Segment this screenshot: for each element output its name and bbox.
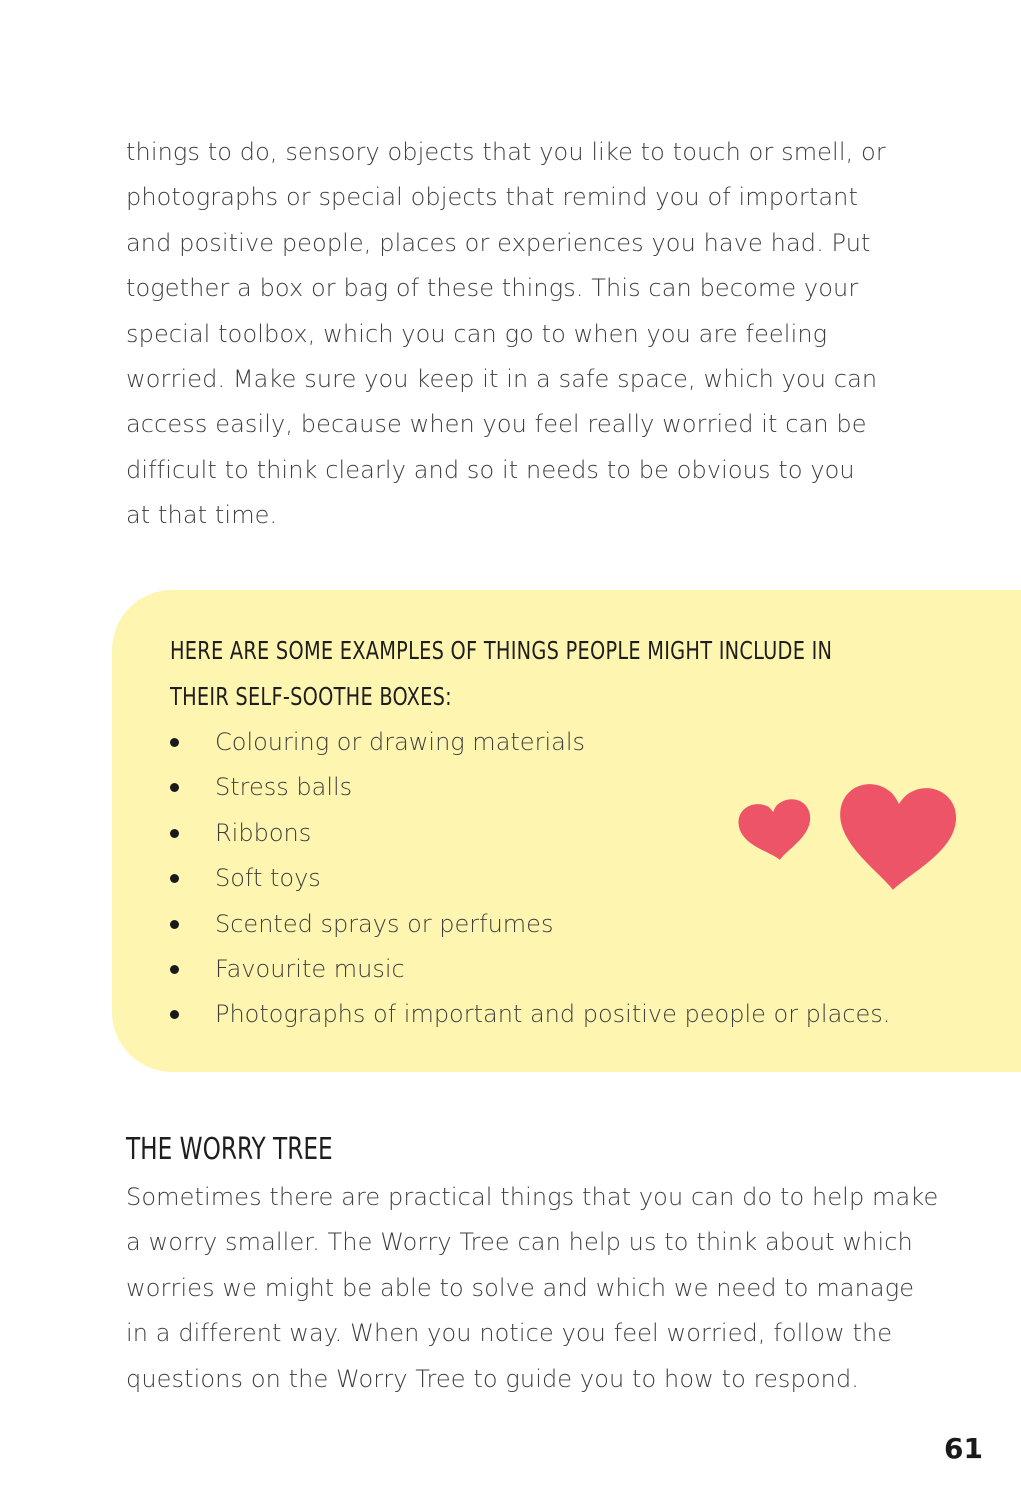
worry-tree-paragraph xyxy=(126,1175,939,1402)
worry-tree-line: Sometimes there are practical things that you can do to help make xyxy=(126,1183,939,1211)
list-item-text: Soft toys xyxy=(215,864,321,893)
list-item xyxy=(170,720,890,765)
page-number: 61 xyxy=(944,1432,983,1465)
bullet-icon xyxy=(170,920,179,929)
bullet-icon xyxy=(170,829,179,838)
list-item-text: Favourite music xyxy=(215,954,405,983)
intro-line: at that time. xyxy=(126,501,278,530)
hearts-icon xyxy=(732,780,962,910)
list-item-text: Scented sprays or perfumes xyxy=(215,909,554,938)
callout-heading-line: THEIR SELF-SOOTHE BOXES: xyxy=(170,682,452,711)
worry-tree-line: worries we might be able to solve and which we need to manage xyxy=(126,1273,915,1302)
worry-tree-line: in a different way. When you notice you feel worried, follow the xyxy=(126,1319,893,1348)
bullet-icon xyxy=(170,965,179,974)
callout-heading xyxy=(170,628,832,720)
small-heart-icon xyxy=(736,797,815,865)
self-soothe-callout-box xyxy=(112,590,1021,1072)
list-item xyxy=(170,992,890,1037)
list-item xyxy=(170,947,890,992)
worry-tree-line: a worry smaller. The Worry Tree can help us to think about which xyxy=(126,1228,913,1257)
worry-tree-line: questions on the Worry Tree to guide you to how to respond. xyxy=(126,1364,860,1393)
intro-line: special toolbox, which you can go to when you are feeling xyxy=(126,319,828,348)
intro-line: together a box or bag of these things. This can become your xyxy=(126,274,859,303)
worry-tree-heading: THE WORRY TREE xyxy=(126,1132,333,1167)
large-heart-icon xyxy=(835,782,958,894)
intro-line: things to do, sensory objects that you like to touch or smell, or xyxy=(126,138,886,166)
list-item-text: Photographs of important and positive people or places. xyxy=(215,1000,891,1029)
intro-paragraph xyxy=(126,130,916,539)
bullet-icon xyxy=(170,874,179,883)
intro-line: access easily, because when you feel really worried it can be xyxy=(126,410,867,439)
bullet-icon xyxy=(170,1010,179,1019)
bullet-icon xyxy=(170,783,179,792)
intro-line: and positive people, places or experiences you have had. Put xyxy=(126,228,871,257)
list-item-text: Colouring or drawing materials xyxy=(215,728,585,756)
list-item-text: Ribbons xyxy=(215,818,312,847)
intro-line: photographs or special objects that remind you of important xyxy=(126,183,858,212)
intro-line: difficult to think clearly and so it needs to be obvious to you xyxy=(126,455,855,484)
callout-heading-line: HERE ARE SOME EXAMPLES OF THINGS PEOPLE MIGHT INCLUDE IN xyxy=(170,636,833,665)
list-item-text: Stress balls xyxy=(215,773,353,802)
intro-line: worried. Make sure you keep it in a safe space, which you can xyxy=(126,365,878,394)
bullet-icon xyxy=(170,738,179,747)
